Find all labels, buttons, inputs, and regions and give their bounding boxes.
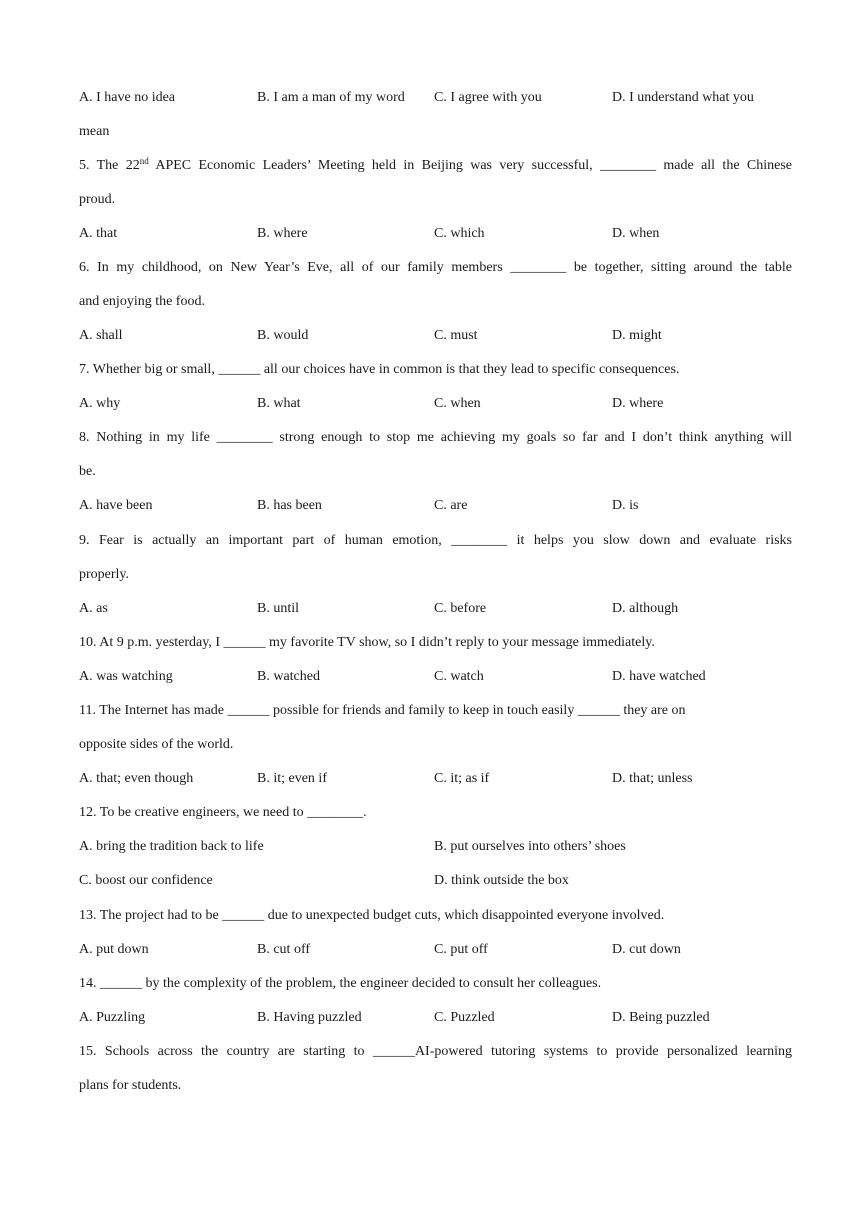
q9-option-c: C. before bbox=[434, 601, 487, 616]
q10-option-b: B. watched bbox=[257, 669, 320, 684]
q13-option-c: C. put off bbox=[434, 942, 488, 957]
q12-stem-line1: 12. To be creative engineers, we need to ________. bbox=[79, 805, 367, 820]
q11-option-a: A. that; even though bbox=[79, 771, 194, 786]
q15-stem-line1: 15. Schools across the country are starting to ______AI-powered tutoring systems to provide personalized learning bbox=[79, 1044, 792, 1059]
q8-option-d: D. is bbox=[612, 498, 639, 513]
q11-option-d: D. that; unless bbox=[612, 771, 693, 786]
q5-option-a: A. that bbox=[79, 226, 118, 241]
q14-option-a: A. Puzzling bbox=[79, 1010, 146, 1025]
q7-option-a: A. why bbox=[79, 396, 121, 411]
q11-option-c: C. it; as if bbox=[434, 771, 490, 786]
q9-stem-line2: properly. bbox=[79, 567, 130, 582]
q13-option-b: B. cut off bbox=[257, 942, 311, 957]
q9-stem-line1: 9. Fear is actually an important part of human emotion, ________ it helps you slow down and evaluate risks bbox=[79, 533, 792, 548]
q12-option-b: B. put ourselves into others’ shoes bbox=[434, 839, 626, 854]
q5-stem-line2: proud. bbox=[79, 192, 116, 207]
q7-stem-line1: 7. Whether big or small, ______ all our choices have in common is that they lead to specific consequences. bbox=[79, 362, 680, 377]
q10-option-d: D. have watched bbox=[612, 669, 706, 684]
q15-stem-line2: plans for students. bbox=[79, 1078, 182, 1093]
q5-stem-start: 5. The 22 bbox=[79, 158, 140, 173]
q5-option-d: D. when bbox=[612, 226, 660, 241]
q5-stem-line1 bbox=[79, 157, 792, 175]
q4-option-a: A. I have no idea bbox=[79, 90, 176, 105]
q12-option-a: A. bring the tradition back to life bbox=[79, 839, 264, 854]
q6-option-b: B. would bbox=[257, 328, 309, 343]
q14-option-b: B. Having puzzled bbox=[257, 1010, 362, 1025]
q14-stem-line1: 14. ______ by the complexity of the problem, the engineer decided to consult her colleagues. bbox=[79, 976, 602, 991]
q6-option-d: D. might bbox=[612, 328, 662, 343]
q7-option-b: B. what bbox=[257, 396, 301, 411]
q12-option-d: D. think outside the box bbox=[434, 873, 569, 888]
q4-option-b: B. I am a man of my word bbox=[257, 90, 405, 105]
q4-option-d-wrap: mean bbox=[79, 124, 110, 139]
q7-option-c: C. when bbox=[434, 396, 481, 411]
q4-option-c: C. I agree with you bbox=[434, 90, 542, 105]
q5-option-c: C. which bbox=[434, 226, 485, 241]
q5-stem-rest: APEC Economic Leaders’ Meeting held in Beijing was very successful, ________ made all the Chinese bbox=[148, 158, 792, 173]
q4-option-d: D. I understand what you bbox=[612, 90, 754, 105]
q8-stem-line1: 8. Nothing in my life ________ strong enough to stop me achieving my goals so far and I don’t think anything will bbox=[79, 430, 792, 445]
q9-option-b: B. until bbox=[257, 601, 300, 616]
q10-option-a: A. was watching bbox=[79, 669, 173, 684]
q14-option-d: D. Being puzzled bbox=[612, 1010, 710, 1025]
q7-option-d: D. where bbox=[612, 396, 664, 411]
q14-option-c: C. Puzzled bbox=[434, 1010, 495, 1025]
q8-stem-line2: be. bbox=[79, 464, 96, 479]
q13-option-d: D. cut down bbox=[612, 942, 681, 957]
q13-stem-line1: 13. The project had to be ______ due to unexpected budget cuts, which disappointed everyone involved. bbox=[79, 908, 665, 923]
q9-option-a: A. as bbox=[79, 601, 108, 616]
q11-option-b: B. it; even if bbox=[257, 771, 327, 786]
q13-option-a: A. put down bbox=[79, 942, 149, 957]
q6-option-a: A. shall bbox=[79, 328, 123, 343]
q9-option-d: D. although bbox=[612, 601, 679, 616]
q8-option-c: C. are bbox=[434, 498, 468, 513]
q5-stem-superscript: nd bbox=[139, 156, 149, 166]
q8-option-b: B. has been bbox=[257, 498, 322, 513]
q10-option-c: C. watch bbox=[434, 669, 484, 684]
q6-option-c: C. must bbox=[434, 328, 478, 343]
q5-option-b: B. where bbox=[257, 226, 308, 241]
q6-stem-line2: and enjoying the food. bbox=[79, 294, 205, 309]
q11-stem-line1: 11. The Internet has made ______ possible for friends and family to keep in touch easily ______ they are on bbox=[79, 703, 686, 718]
q8-option-a: A. have been bbox=[79, 498, 153, 513]
q10-stem-line1: 10. At 9 p.m. yesterday, I ______ my favorite TV show, so I didn’t reply to your message immediately. bbox=[79, 635, 655, 650]
q11-stem-line2: opposite sides of the world. bbox=[79, 737, 234, 752]
q6-stem-line1: 6. In my childhood, on New Year’s Eve, all of our family members ________ be together, sitting around the table bbox=[79, 260, 792, 275]
q12-option-c: C. boost our confidence bbox=[79, 873, 213, 888]
